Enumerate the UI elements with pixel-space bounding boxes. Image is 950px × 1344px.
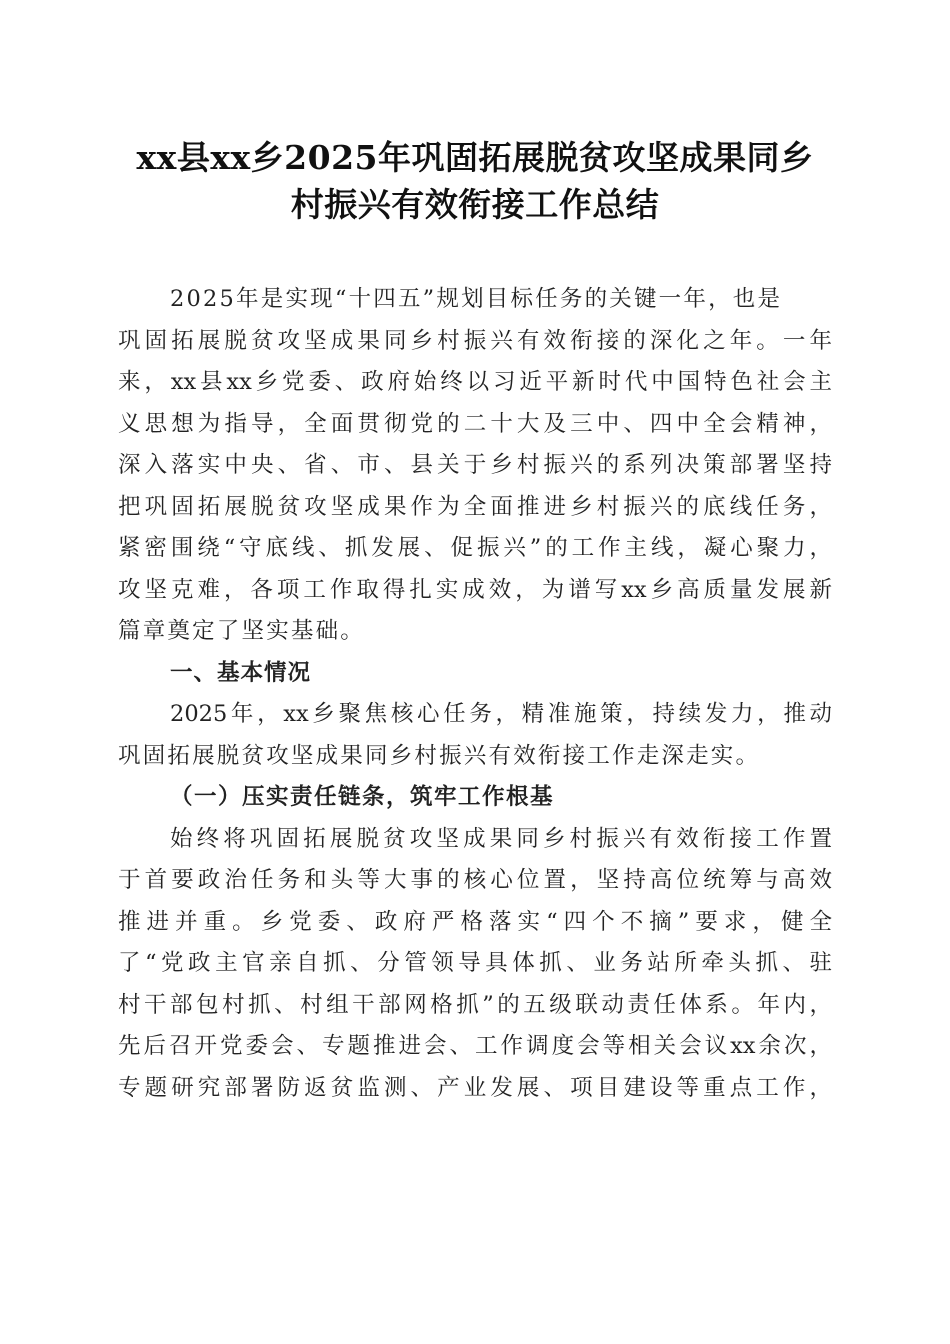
paragraph-line: 紧密围绕“守底线、抓发展、促振兴”的工作主线，凝心聚力， [118,535,832,561]
paragraph-line: 攻坚克难，各项工作取得扎实成效，为谱写xx乡高质量发展新 [118,576,832,603]
paragraph [118,694,832,777]
title-line: xx县xx乡2025年巩固拓展脱贫攻坚成果同乡 [136,138,814,177]
paragraph-line: 专题研究部署防返贫监测、产业发展、项目建设等重点工作， [118,1074,832,1101]
subsection-heading-text: （一）压实责任链条，筑牢工作根基 [170,784,555,810]
document-body [118,279,832,1109]
paragraph [118,279,832,653]
paragraph-line: 推进并重。乡党委、政府严格落实“四个不摘”要求，健全 [118,908,832,935]
section-heading [118,653,832,695]
paragraph [118,819,832,1110]
paragraph-line: 深入落实中央、省、市、县关于乡村振兴的系列决策部署坚持 [118,452,832,478]
paragraph-line: 村干部包村抓、村组干部网格抓”的五级联动责任体系。年内， [118,991,832,1018]
paragraph-line: 于首要政治任务和头等大事的核心位置，坚持高位统筹与高效 [118,867,832,893]
title-line: 村振兴有效衔接工作总结 [290,185,660,224]
paragraph-line: 来，xx县xx乡党委、政府始终以习近平新时代中国特色社会主 [118,369,832,395]
paragraph-line: 义思想为指导，全面贯彻党的二十大及三中、四中全会精神， [118,410,832,437]
paragraph-line: 2025年，xx乡聚焦核心任务，精准施策，持续发力，推动 [170,701,832,727]
paragraph-line: 始终将巩固拓展脱贫攻坚成果同乡村振兴有效衔接工作置 [170,825,832,852]
paragraph-line: 篇章奠定了坚实基础。 [118,618,366,644]
subsection-heading [118,777,832,819]
paragraph-line: 把巩固拓展脱贫攻坚成果作为全面推进乡村振兴的底线任务， [118,493,832,520]
paragraph-line: 2025年是实现“十四五”规划目标任务的关键一年，也是 [170,286,783,312]
section-heading-text: 一、基本情况 [170,659,312,686]
paragraph-line: 巩固拓展脱贫攻坚成果同乡村振兴有效衔接工作走深走实。 [118,742,761,769]
paragraph-line: 巩固拓展脱贫攻坚成果同乡村振兴有效衔接的深化之年。一年 [118,327,832,354]
document-title [100,134,850,228]
paragraph-line: 了“党政主官亲自抓、分管领导具体抓、业务站所牵头抓、驻 [118,950,832,976]
paragraph-line: 先后召开党委会、专题推进会、工作调度会等相关会议xx余次， [118,1033,832,1059]
